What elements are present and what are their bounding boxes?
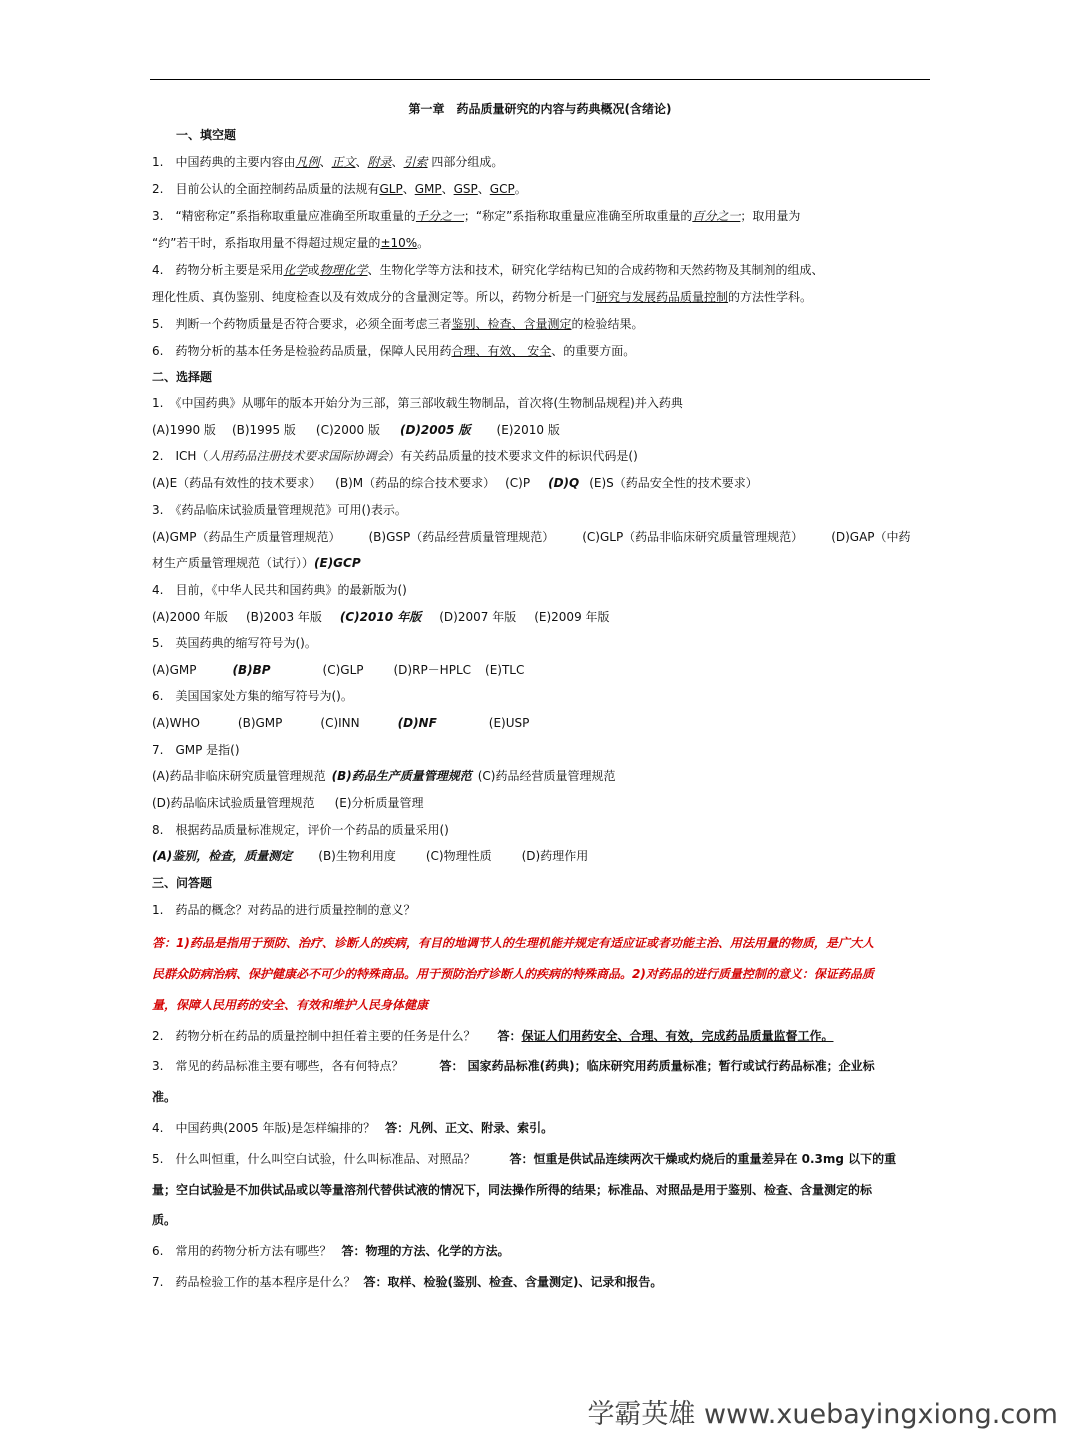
qa-answer-1-line-2: 民群众防病治病、保护健康必不可少的特殊商品。用于预防治疗诊断人的疾病的特殊商品。2)对药品的进行质量控制的意义：保证药品质 — [152, 967, 874, 981]
fill-question-1: 1. 中国药典的主要内容由凡例、正文、附录、引索 四部分组成。 — [152, 155, 504, 169]
choice-options-2: (A)E（药品有效性的技术要求） (B)M（药品的综合技术要求） (C)P (D)Q (E)S（药品安全性的技术要求） — [152, 476, 758, 490]
section-heading-fill: 一、填空题 — [176, 128, 237, 142]
choice-options-6: (A)WHO (B)GMP (C)INN (D)NF (E)USP — [152, 716, 530, 730]
site-watermark: 学霸英雄 www.xuebayingxiong.com — [587, 1399, 1058, 1430]
header-rule — [150, 79, 930, 80]
qa-question-5: 5. 什么叫恒重，什么叫空白试验，什么叫标准品、对照品？ 答：恒重是供试品连续两次干燥或灼烧后的重量差异在 0.3mg 以下的重 — [152, 1152, 897, 1166]
qa-answer-1-line-3: 量，保障人民用药的安全、有效和维护人民身体健康 — [152, 998, 429, 1012]
choice-options-4: (A)2000 年版 (B)2003 年版 (C)2010 年版 (D)2007 年版 (E)2009 年版 — [152, 610, 610, 624]
qa-question-7: 7. 药品检验工作的基本程序是什么？ 答：取样、检验(鉴别、检查、含量测定)、记录和报告。 — [152, 1275, 663, 1289]
choice-options-8: (A)鉴别，检查，质量测定 (B)生物利用度 (C)物理性质 (D)药理作用 — [152, 849, 589, 863]
choice-question-5: 5. 英国药典的缩写符号为()。 — [152, 636, 317, 650]
qa-question-1: 1. 药品的概念？对药品的进行质量控制的意义？ — [152, 903, 416, 917]
section-heading-qa: 三、问答题 — [152, 876, 213, 890]
choice-options-7: (A)药品非临床研究质量管理规范 (B)药品生产质量管理规范 (C)药品经营质量管理规范 — [152, 769, 616, 783]
choice-question-8: 8. 根据药品质量标准规定，评价一个药品的质量采用() — [152, 823, 449, 837]
qa-answer-1-line-1: 答：1)药品是指用于预防、治疗、诊断人的疾病，有目的地调节人的生理机能并规定有适应证或者功能主治、用法用量的物质，是广大人 — [152, 936, 874, 950]
choice-options-3-cont: 材生产质量管理规范（试行））(E)GCP — [152, 556, 361, 570]
fill-question-3-cont: “约”若干时，系指取用量不得超过规定量的±10%。 — [152, 236, 430, 250]
choice-question-4: 4. 目前，《中华人民共和国药典》的最新版为() — [152, 583, 407, 597]
qa-question-6: 6. 常用的药物分析方法有哪些？ 答：物理的方法、化学的方法。 — [152, 1244, 510, 1258]
choice-question-3: 3. 《药品临床试验质量管理规范》可用()表示。 — [152, 503, 407, 517]
choice-options-7-cont: (D)药品临床试验质量管理规范 (E)分析质量管理 — [152, 796, 424, 810]
fill-question-2: 2. 目前公认的全面控制药品质量的法规有GLP、GMP、GSP、GCP。 — [152, 182, 527, 196]
qa-question-4: 4. 中国药典(2005 年版)是怎样编排的？ 答：凡例、正文、附录、索引。 — [152, 1121, 554, 1135]
fill-question-6: 6. 药物分析的基本任务是检验药品质量，保障人民用药合理、有效、 安全、的重要方面。 — [152, 344, 636, 358]
fill-question-4-cont: 理化性质、真伪鉴别、纯度检查以及有效成分的含量测定等。所以，药物分析是一门研究与发展药品质量控制的方法性学科。 — [152, 290, 813, 304]
section-heading-choice: 二、选择题 — [152, 370, 213, 384]
fill-question-5: 5. 判断一个药物质量是否符合要求，必须全面考虑三者鉴别、检查、含量测定的检验结果。 — [152, 317, 644, 331]
fill-question-3: 3. “精密称定”系指称取重量应准确至所取重量的千分之一；“称定”系指称取重量应准确至所取重量的百分之一；取用量为 — [152, 209, 801, 223]
choice-question-2: 2. ICH（人用药品注册技术要求国际协调会）有关药品质量的技术要求文件的标识代码是() — [152, 449, 638, 463]
qa-question-3: 3. 常见的药品标准主要有哪些，各有何特点？ 答： 国家药品标准(药典)；临床研究用药质量标准；暂行或试行药品标准；企业标 — [152, 1059, 875, 1073]
choice-question-1: 1. 《中国药典》从哪年的版本开始分为三部，第三部收载生物制品，首次将(生物制品规程)并入药典 — [152, 396, 683, 410]
qa-answer-5-cont-2: 质。 — [152, 1213, 177, 1227]
choice-options-5: (A)GMP (B)BP (C)GLP (D)RP－HPLC (E)TLC — [152, 663, 525, 677]
choice-question-6: 6. 美国国家处方集的缩写符号为()。 — [152, 689, 353, 703]
qa-question-2: 2. 药物分析在药品的质量控制中担任着主要的任务是什么？ 答：保证人们用药安全、合理、有效，完成药品质量监督工作。 — [152, 1029, 834, 1043]
choice-options-3: (A)GMP（药品生产质量管理规范） (B)GSP（药品经营质量管理规范） (C)GLP（药品非临床研究质量管理规范） (D)GAP（中药 — [152, 530, 911, 544]
chapter-title: 第一章 药品质量研究的内容与药典概况(含绪论) — [408, 102, 672, 116]
qa-answer-3-cont: 准。 — [152, 1090, 177, 1104]
qa-answer-5-cont: 量；空白试验是不加供试品或以等量溶剂代替供试液的情况下，同法操作所得的结果；标准品、对照品是用于鉴别、检查、含量测定的标 — [152, 1183, 873, 1197]
choice-options-1: (A)1990 版 (B)1995 版 (C)2000 版 (D)2005 版 (E)2010 版 — [152, 423, 560, 437]
fill-question-4: 4. 药物分析主要是采用化学或物理化学、生物化学等方法和技术，研究化学结构已知的合成药物和天然药物及其制剂的组成、 — [152, 263, 824, 277]
choice-question-7: 7. GMP 是指() — [152, 743, 240, 757]
